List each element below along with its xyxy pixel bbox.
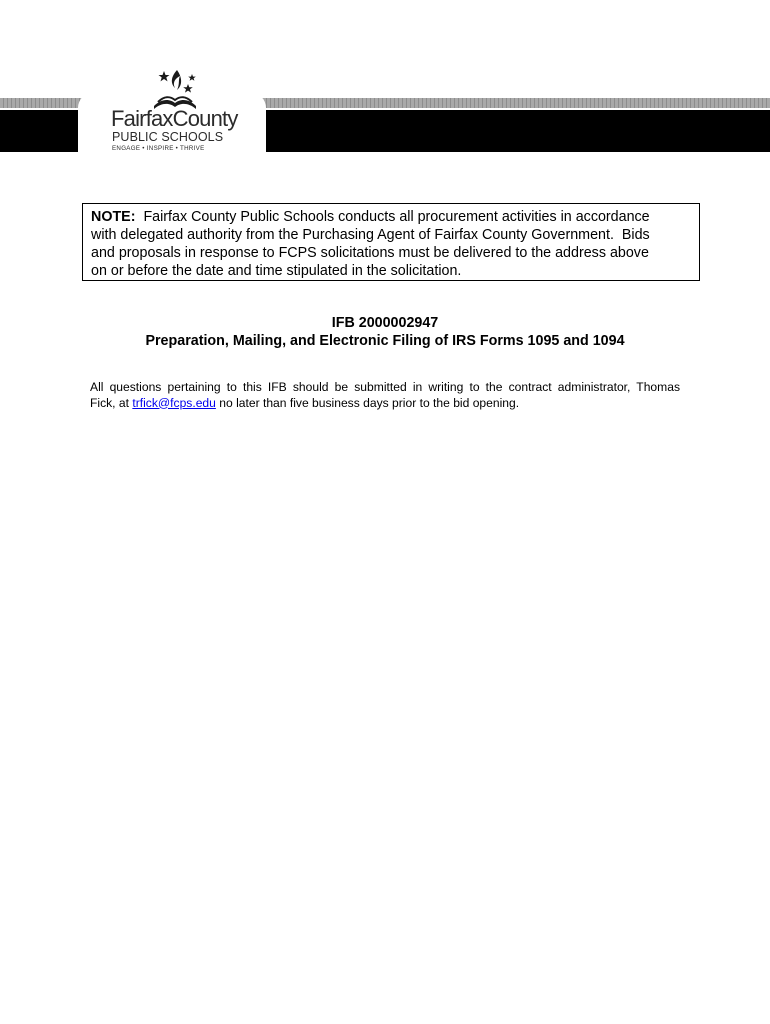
questions-prefix: Fick, at — [90, 395, 129, 410]
contact-email-link[interactable]: trfick@fcps.edu — [132, 395, 216, 410]
note-text-1: Fairfax County Public Schools conducts all procurement activities in accordance — [143, 209, 650, 225]
note-line-2: with delegated authority from the Purchasing Agent of Fairfax County Government. Bids — [91, 227, 650, 243]
header-band-gray-right — [255, 98, 770, 108]
note-line-4: on or before the date and time stipulated in the solicitation. — [91, 263, 462, 279]
logo-tagline: ENGAGE • INSPIRE • THRIVE — [112, 145, 205, 152]
header-band-black-right — [255, 110, 770, 152]
logo-name-line1: FairfaxCounty — [111, 106, 238, 131]
questions-line-1: All questions pertaining to this IFB should be submitted in writing to the contract administrator, Thomas — [90, 380, 680, 394]
questions-line-2 — [90, 396, 680, 412]
logo-name-line2: PUBLIC SCHOOLS — [112, 130, 224, 144]
ifb-title: Preparation, Mailing, and Electronic Filing of IRS Forms 1095 and 1094 — [145, 333, 625, 349]
note-line-3: and proposals in response to FCPS solicitations must be delivered to the address above — [91, 245, 649, 261]
ifb-number: IFB 2000002947 — [331, 315, 439, 331]
note-box — [82, 203, 700, 281]
questions-suffix: no later than five business days prior to the bid opening. — [219, 395, 520, 410]
note-line-1 — [91, 208, 693, 226]
note-lead: NOTE: — [91, 209, 136, 225]
questions-paragraph — [90, 380, 680, 411]
